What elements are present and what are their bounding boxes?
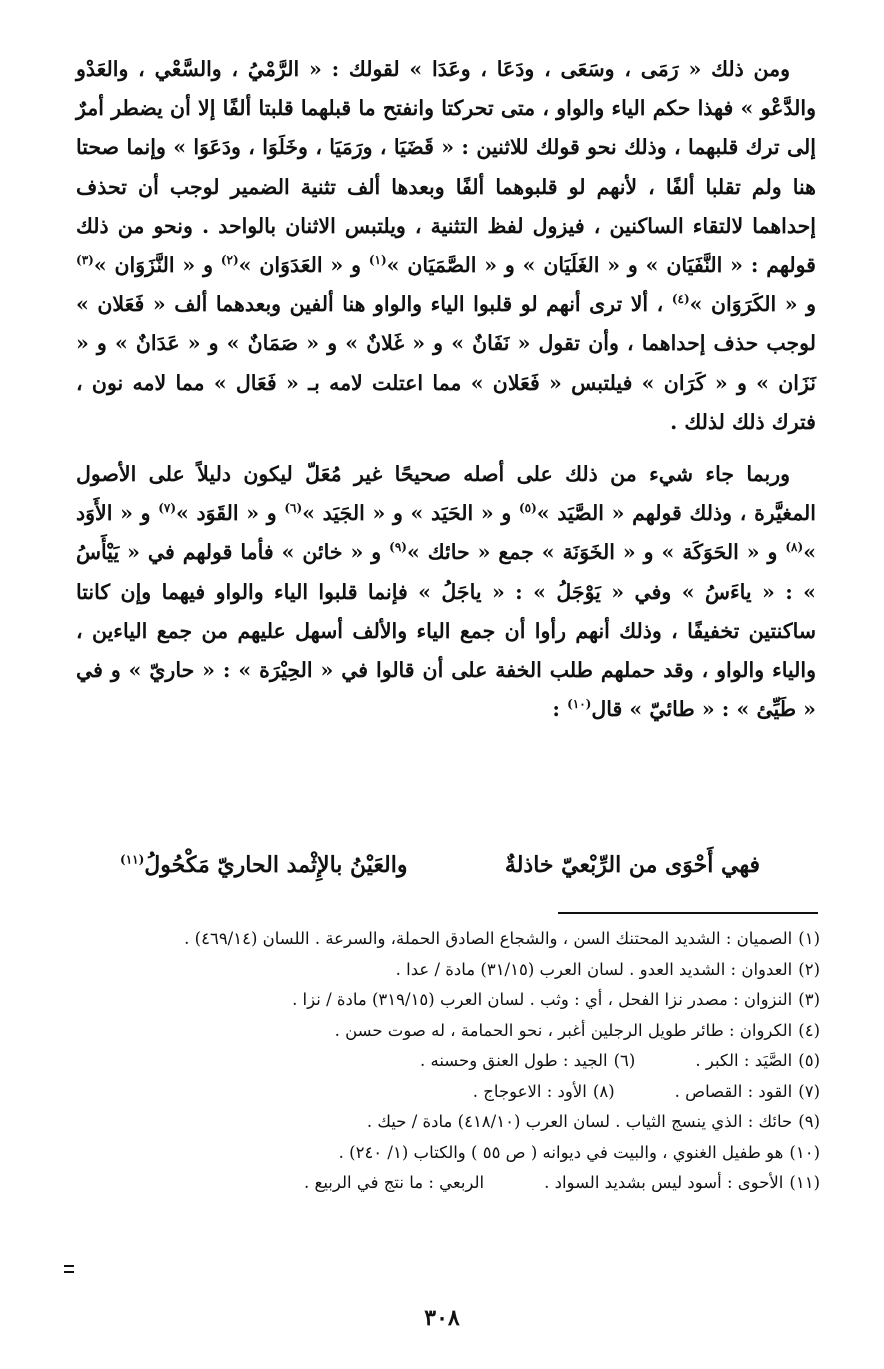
- footnote-number: (٩): [798, 1112, 820, 1131]
- footnote-number: (٣): [798, 990, 820, 1009]
- footnote-number: (٤): [798, 1020, 820, 1040]
- footnote-text: القود : القصاص .: [674, 1081, 793, 1101]
- paragraph-2-text-c: و « القَوَد »: [176, 501, 285, 526]
- footnote-1: [76, 924, 820, 955]
- footnote-number: (١٠): [789, 1142, 820, 1162]
- footnote-ref-3[interactable]: (٣): [76, 253, 94, 268]
- footnote-text: الصَّيَد : الكبر .: [695, 1051, 793, 1070]
- footnote-11: [76, 1168, 820, 1199]
- footnote-ref-1[interactable]: (١): [368, 253, 387, 268]
- footnote-ref-9[interactable]: (٩): [389, 540, 407, 555]
- footnote-number: (٨): [592, 1081, 615, 1101]
- footnote-text: حائك : الذي ينسج الثياب . لسان العرب (٤١٨/١٠) مادة / حيك .: [366, 1112, 793, 1131]
- verse-second-hemistich-text: والعَيْنُ بالإِثْمد الحاريّ مَكْحُولُ: [144, 852, 408, 878]
- footnotes: [76, 924, 820, 1199]
- verse-second-hemistich: [120, 840, 408, 890]
- page-number: ٣٠٨: [424, 1305, 460, 1331]
- footnote-ref-2[interactable]: (٢): [220, 253, 239, 268]
- footnote-ref-5[interactable]: (٥): [518, 501, 537, 516]
- footnote-text: الجيد : طول العنق وحسنه .: [419, 1051, 608, 1070]
- poetry-verse: [110, 840, 770, 890]
- footnote-ref-10[interactable]: (١٠): [567, 697, 592, 712]
- paragraph-1-text-d: و « الكَرَوَان »: [689, 292, 816, 317]
- footnote-9: [76, 1107, 820, 1138]
- footnote-text: الأود : الاعوجاج .: [472, 1081, 587, 1101]
- margin-mark: [64, 1265, 74, 1273]
- footnote-text: هو طفيل الغنوي ، والبيت في ديوانه ( ص ٥٥ ) والكتاب (١/ ٢٤٠) .: [338, 1142, 784, 1162]
- paragraph-1-text-e: ، ألا ترى أنهم لو قلبوا الياء والواو هنا ألفين وبعدهما ألف « فَعَلان » لوجب حذف إحداهما ، وأن تقول « نَفَانٌ » و « غَلانٌ » و « صَمَانٌ » و « عَدَانٌ » و « نَزَان » و « كَرَان » فيلتبس « فَعَلان » مما اعتلت لامه بـ « فَعَال » مما لامه نون ، فترك ذلك لذلك .: [76, 292, 816, 434]
- footnote-7-8: [76, 1077, 820, 1108]
- footnote-text: الكروان : طائر طويل الرجلين أغبر ، نحو الحمامة ، له صوت حسن .: [334, 1020, 793, 1040]
- footnote-ref-11[interactable]: (١١): [120, 852, 145, 867]
- footnote-number: (١): [798, 929, 820, 948]
- paragraph-2-text-a: وربما جاء شيء من ذلك على أصله صحيحًا غير مُعَلّ ليكون دليلاً على الأصول المغيَّرة ، وذلك قولهم « الصَّيَد »: [76, 462, 816, 526]
- footnote-ref-7[interactable]: (٧): [158, 501, 177, 516]
- footnote-2: [76, 955, 820, 986]
- paragraph-2-text-g: :: [552, 697, 568, 722]
- paragraph-1-text-c: و « النَّزَوَان »: [93, 253, 221, 278]
- main-text: [76, 50, 816, 729]
- footnote-ref-6[interactable]: (٦): [284, 501, 303, 516]
- footnote-10: [76, 1138, 820, 1169]
- verse-first-hemistich: فهي أَحْوَى من الرِّبْعيّ خاذلةٌ: [504, 852, 760, 878]
- footnote-separator: [558, 912, 818, 914]
- paragraph-2: [76, 455, 816, 729]
- footnote-number: (٢): [798, 959, 820, 979]
- footnote-number: (٦): [613, 1051, 636, 1070]
- footnote-number: (٧): [798, 1081, 820, 1101]
- footnote-text: النزوان : مصدر نزا الفحل ، أي : وثب . لسان العرب (٣١٩/١٥) مادة / نزا .: [292, 990, 793, 1009]
- paragraph-1: [76, 50, 816, 442]
- paragraph-2-text-f: و « خائن » فأما قولهم في « يَيْأَسُ » : « ياءَسُ » وفي « يَوْجَلُ » : « ياجَلُ » فإنما قلبوا الياء والواو فيهما وإن كانتا ساكنتين تخفيفًا ، وذلك أنهم رأوا أن جمع الياء والألف أسهل عليهم من جمع الياءين ، والياء والواو ، وقد حملهم طلب الخفة على أن قالوا في « الحِيْرَة » : « حاريّ » و في « طَيِّئ » : « طائيّ » قال: [76, 540, 816, 722]
- footnote-text: الربعي : ما نتج في الربيع .: [304, 1173, 485, 1192]
- paragraph-2-text-b: و « الحَيَد » و « الجَيَد »: [302, 501, 519, 526]
- footnote-ref-8[interactable]: (٨): [785, 540, 804, 555]
- footnote-ref-4[interactable]: (٤): [671, 292, 690, 307]
- footnote-text: الأحوى : أسود ليس بشديد السواد .: [544, 1173, 784, 1192]
- paragraph-1-text-a: ومن ذلك « رَمَى ، وسَعَى ، ودَعَا ، وعَدَا » لقولك : « الرَّمْيُ ، والسَّعْي ، والعَدْو والدَّعْو » فهذا حكم الياء والواو ، متى تحركتا وانفتح ما قبلهما قلبتا ألفًا إلا أن يضطر أمرٌ إلى ترك قلبهما ، وذلك نحو قولك للاثنين : « قَضَيَا ، ورَمَيَا ، وخَلَوَا ، ودَعَوَا » وإنما صحتا هنا ولم تقلبا ألفًا ، لأنهم لو قلبوهما ألفًا وبعدها ألف تثنية الضمير لوجب أن تحذف إحداهما لالتقاء الساكنين ، فيزول لفظ التثنية ، ويلتبس الاثنان بالواحد . ونحو من ذلك قولهم : « النَّفَيَان » و « الغَلَيَان » و « الصَّمَيَان »: [76, 57, 816, 278]
- footnote-number: (١١): [789, 1173, 820, 1192]
- paragraph-1-text-b: و « العَدَوَان »: [238, 253, 369, 278]
- footnote-number: (٥): [798, 1051, 820, 1070]
- footnote-4: [76, 1016, 820, 1047]
- footnote-3: [76, 985, 820, 1016]
- footnote-text: الصميان : الشديد المحتنك السن ، والشجاع الصادق الحملة، والسرعة . اللسان (٤٦٩/١٤) .: [184, 929, 793, 948]
- footnote-5-6: [76, 1046, 820, 1077]
- footnote-text: العدوان : الشديد العدو . لسان العرب (٣١/١٥) مادة / عدا .: [395, 959, 793, 979]
- paragraph-2-text-d: و « الأَوَد »: [76, 501, 816, 565]
- paragraph-2-text-e: و « الحَوَكَة » و « الخَوَنَة » جمع « حائك »: [406, 540, 786, 565]
